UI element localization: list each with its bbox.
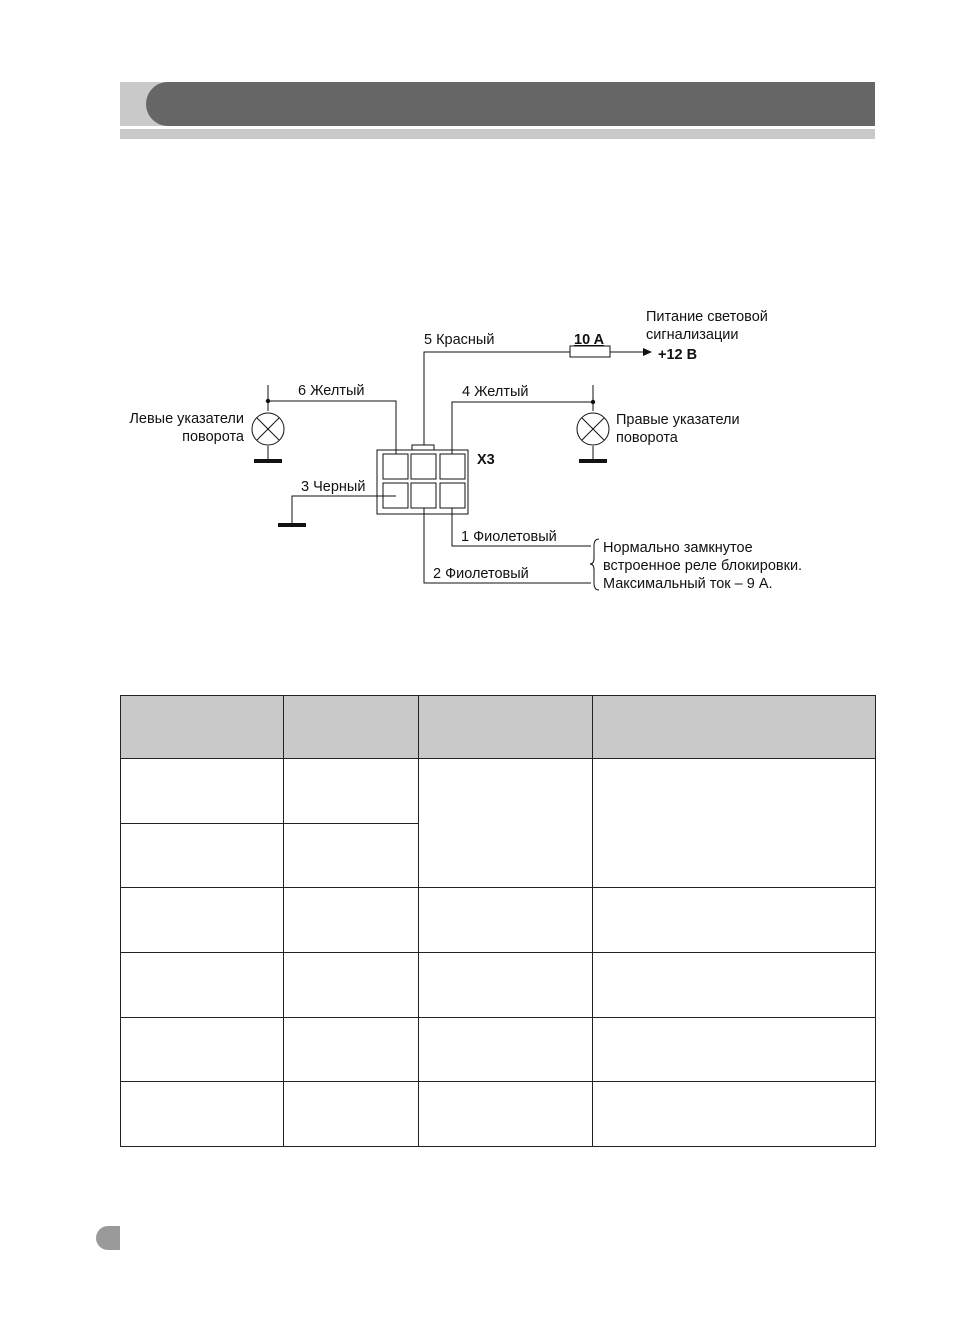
wire-black: [292, 496, 396, 524]
left-lamp-icon: [252, 413, 284, 445]
table-cell: [419, 1017, 593, 1082]
wire-table: [120, 695, 876, 1147]
table-cell: [593, 952, 876, 1017]
table-header-cell: [593, 696, 876, 759]
right-lamp-label-line2: поворота: [616, 430, 678, 446]
power-label-line2: сигнализации: [646, 327, 739, 343]
table-row: [121, 1017, 876, 1082]
left-lamp-label-line1: Левые указатели: [129, 411, 244, 427]
table-cell: [593, 759, 876, 888]
table-row: [121, 952, 876, 1017]
table-cell: [284, 1017, 419, 1082]
wire-yellow-left-label: 6 Желтый: [298, 383, 365, 399]
ground-icon-black-wire: [278, 523, 306, 527]
table-row: [121, 759, 876, 824]
table-header-row: [121, 696, 876, 759]
table-cell: [284, 1082, 419, 1147]
table-row: [121, 888, 876, 953]
junction-dot-right: [591, 400, 595, 404]
right-lamp-icon: [577, 413, 609, 445]
relay-note-line1: Нормально замкнутое: [603, 540, 753, 556]
ground-icon-right-lamp: [579, 459, 607, 463]
left-lamp-label-line2: поворота: [182, 429, 244, 445]
connector-pin-4: [440, 454, 465, 479]
table-cell: [593, 1017, 876, 1082]
arrow-right-icon: [643, 348, 652, 356]
page-number-tab: [96, 1226, 120, 1250]
table-cell: [419, 759, 593, 888]
table-cell: [284, 888, 419, 953]
power-voltage-label: +12 В: [658, 347, 698, 363]
junction-dot-left: [266, 399, 270, 403]
connector-pin-6: [383, 454, 408, 479]
table-cell: [121, 1017, 284, 1082]
table-cell: [121, 823, 284, 888]
table-cell: [121, 1082, 284, 1147]
table-cell: [284, 759, 419, 824]
wire-violet-2-label: 2 Фиолетовый: [433, 566, 529, 582]
fuse-label: 10 A: [574, 332, 605, 348]
table-cell: [121, 952, 284, 1017]
connector-x3-housing: [377, 450, 468, 514]
wire-yellow-right-label: 4 Желтый: [462, 384, 529, 400]
connector-pin-2: [411, 483, 436, 508]
relay-note-line2: встроенное реле блокировки.: [603, 558, 803, 574]
table-cell: [593, 1082, 876, 1147]
connector-latch: [412, 445, 434, 450]
table-cell: [419, 888, 593, 953]
table-header-cell: [121, 696, 284, 759]
table-cell: [593, 888, 876, 953]
relay-note-line3: Максимальный ток – 9 А.: [603, 576, 773, 592]
right-lamp-label-line1: Правые указатели: [616, 412, 740, 428]
table-cell: [419, 952, 593, 1017]
table-cell: [121, 759, 284, 824]
table-cell: [284, 823, 419, 888]
table-cell: [419, 1082, 593, 1147]
wire-black-label: 3 Черный: [301, 479, 366, 495]
table-header-cell: [419, 696, 593, 759]
connector-label: X3: [477, 452, 495, 468]
ground-icon-left-lamp: [254, 459, 282, 463]
wiring-diagram: [0, 0, 954, 640]
connector-pin-1: [440, 483, 465, 508]
table-cell: [121, 888, 284, 953]
wire-violet-1-label: 1 Фиолетовый: [461, 529, 557, 545]
table-header-cell: [284, 696, 419, 759]
relay-note-brace: [590, 539, 599, 590]
table-row: [121, 1082, 876, 1147]
table-cell: [284, 952, 419, 1017]
wire-red-label: 5 Красный: [424, 332, 495, 348]
connector-pin-5: [411, 454, 436, 479]
power-label-line1: Питание световой: [646, 309, 768, 325]
